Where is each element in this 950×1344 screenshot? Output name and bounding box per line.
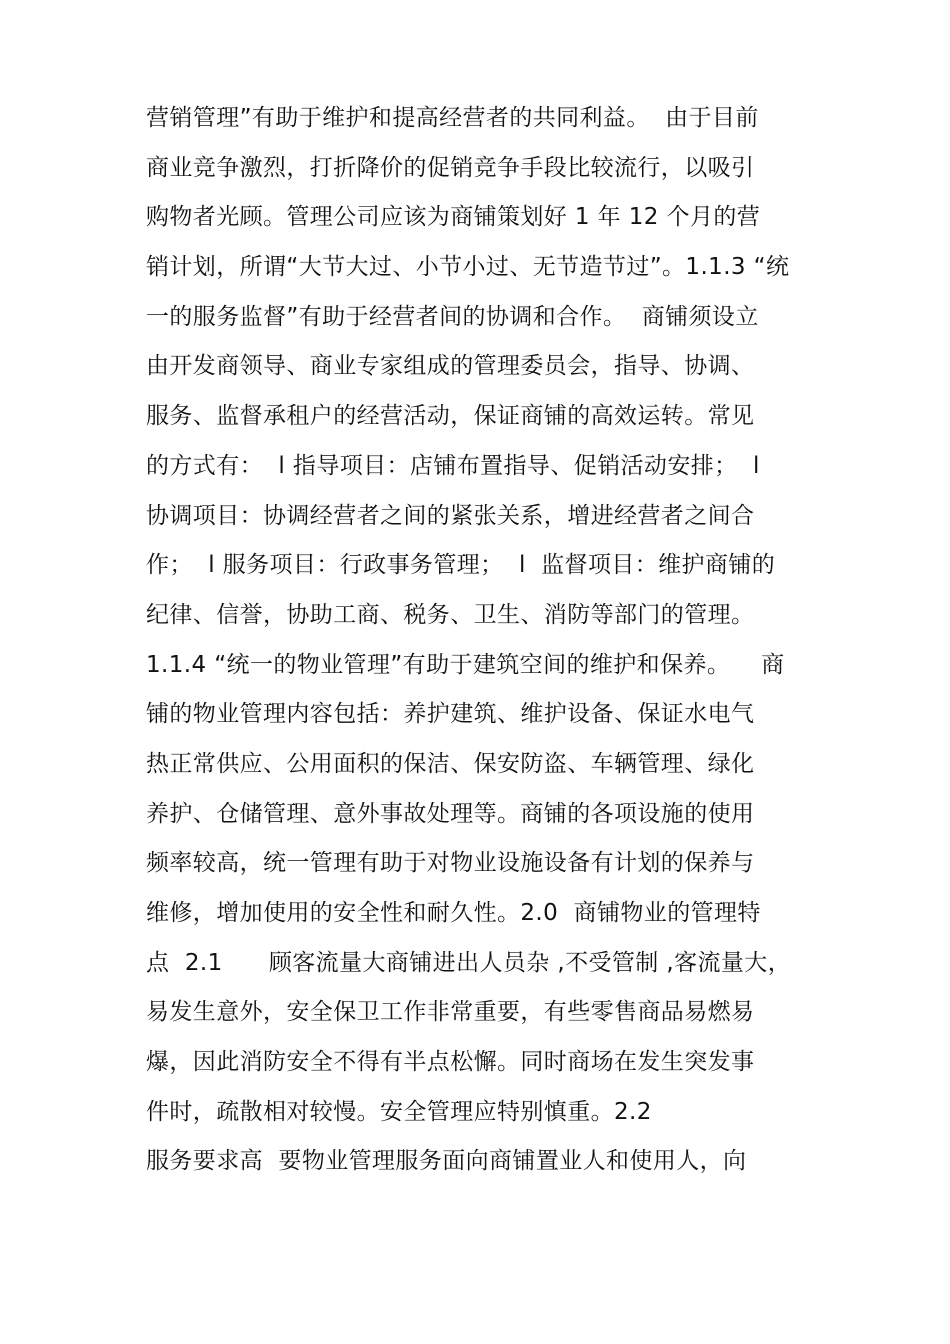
text-line-1: 营销管理”有助于维护和提高经营者的共同利益。 由于目前: [146, 105, 759, 131]
text-line-21: 件时，疏散相对较慢。安全管理应特别慎重。2.2: [146, 1098, 652, 1125]
text-line-11: 纪律、信誉，协助工商、税务、卫生、消防等部门的管理。: [146, 601, 755, 628]
text-line-17: 维修，增加使用的安全性和耐久性。2.0 商铺物业的管理特: [146, 900, 761, 926]
text-line-13: 铺的物业管理内容包括：养护建筑、维护设备、保证水电气: [146, 701, 755, 728]
text-line-5: 一的服务监督”有助于经营者间的协调和合作。 商铺须设立: [146, 303, 759, 330]
body-text: [146, 94, 816, 1187]
text-line-10: 作； l 服务项目：行政事务管理； l 监督项目：维护商铺的: [146, 552, 776, 579]
text-line-4: 销计划，所谓“大节大过、小节小过、无节造节过”。1.1.3 “统: [146, 254, 790, 281]
text-line-9: 协调项目：协调经营者之间的紧张关系，增进经营者之间合: [146, 502, 755, 529]
text-line-22: 服务要求高 要物业管理服务面向商铺置业人和使用人，向: [146, 1148, 747, 1175]
text-line-3: 购物者光顾。管理公司应该为商铺策划好 1 年 12 个月的营: [146, 204, 761, 231]
text-line-16: 频率较高，统一管理有助于对物业设施设备有计划的保养与: [146, 850, 755, 877]
text-line-19: 易发生意外，安全保卫工作非常重要，有些零售商品易燃易: [146, 999, 755, 1026]
text-line-2: 商业竞争激烈，打折降价的促销竞争手段比较流行，以吸引: [146, 154, 755, 181]
text-line-12: 1.1.4 “统一的物业管理”有助于建筑空间的维护和保养。 商: [146, 651, 785, 678]
text-line-15: 养护、仓储管理、意外事故处理等。商铺的各项设施的使用: [146, 800, 755, 827]
text-line-14: 热正常供应、公用面积的保洁、保安防盗、车辆管理、绿化: [146, 750, 755, 777]
text-line-8: 的方式有： l 指导项目：店铺布置指导、促销活动安排； l: [146, 452, 760, 479]
text-line-20: 爆，因此消防安全不得有半点松懈。同时商场在发生突发事: [146, 1049, 755, 1076]
text-line-7: 服务、监督承租户的经营活动，保证商铺的高效运转。常见: [146, 403, 755, 430]
text-line-18: 点 2.1 顾客流量大商铺进出人员杂 ,不受管制 ,客流量大，: [146, 949, 792, 976]
text-line-6: 由开发商领导、商业专家组成的管理委员会，指导、协调、: [146, 353, 755, 380]
